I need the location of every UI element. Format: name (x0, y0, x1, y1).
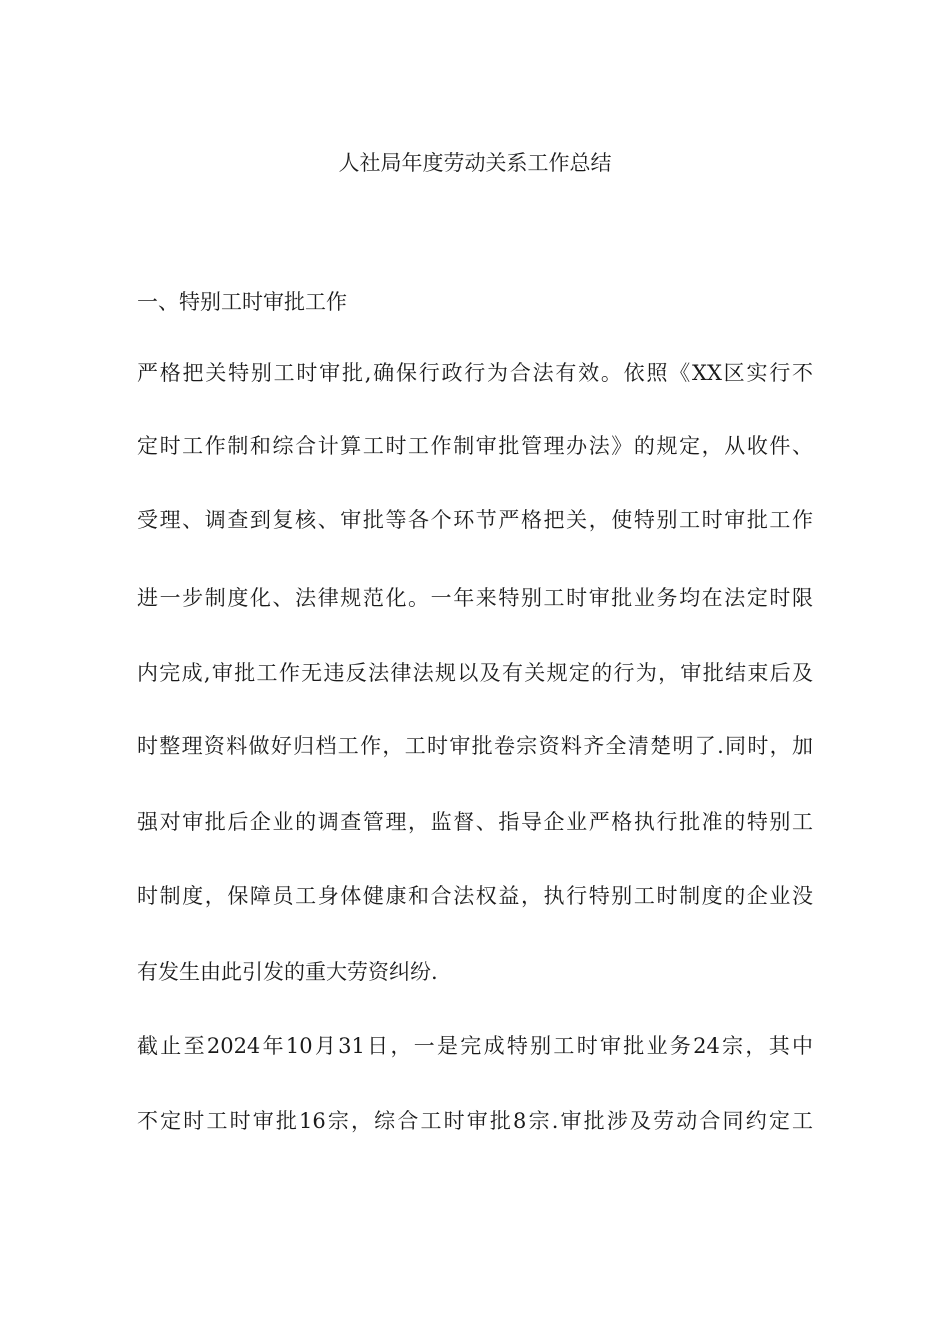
paragraph-1-line-5: 内完成,审批工作无违反法律法规以及有关规定的行为，审批结束后及 (137, 661, 813, 685)
paragraph-2-line-1: 截止至2024年10月31日，一是完成特别工时审批业务24宗，其中 (137, 1034, 813, 1058)
paragraph-1-line-9: 有发生由此引发的重大劳资纠纷. (137, 960, 438, 984)
document-title: 人社局年度劳动关系工作总结 (338, 151, 612, 175)
paragraph-1-line-1: 严格把关特别工时审批,确保行政行为合法有效。依照《XX区实行不 (137, 361, 813, 385)
paragraph-1-line-6: 时整理资料做好归档工作，工时审批卷宗资料齐全清楚明了.同时，加 (137, 734, 813, 758)
paragraph-2-line-2: 不定时工时审批16宗，综合工时审批8宗.审批涉及劳动合同约定工 (137, 1109, 813, 1133)
paragraph-1-line-8: 时制度，保障员工身体健康和合法权益，执行特别工时制度的企业没 (137, 884, 813, 908)
section-heading: 一、特别工时审批工作 (137, 290, 347, 314)
paragraph-1-line-2: 定时工作制和综合计算工时工作制审批管理办法》的规定，从收件、 (137, 434, 813, 458)
paragraph-1-line-7: 强对审批后企业的调查管理，监督、指导企业严格执行批准的特别工 (137, 810, 813, 834)
paragraph-1-line-4: 进一步制度化、法律规范化。一年来特别工时审批业务均在法定时限 (137, 586, 813, 610)
paragraph-1-line-3: 受理、调查到复核、审批等各个环节严格把关，使特别工时审批工作 (137, 508, 813, 532)
